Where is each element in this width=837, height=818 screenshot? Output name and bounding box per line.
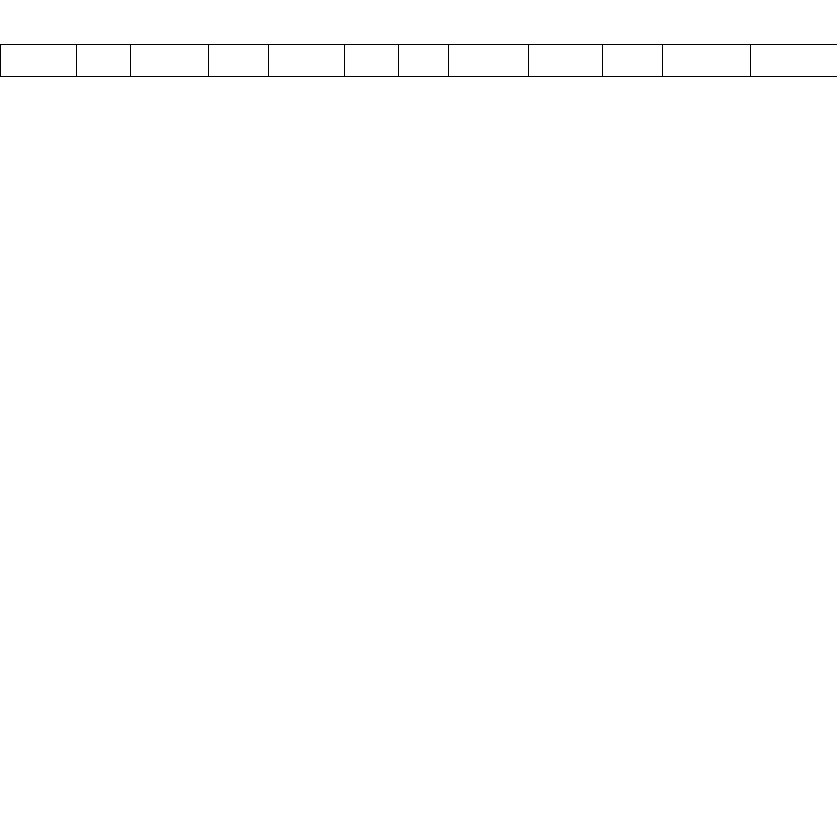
column-header xyxy=(449,45,529,77)
column-header xyxy=(663,45,751,77)
column-header xyxy=(131,45,209,77)
header-row xyxy=(1,45,837,77)
column-header xyxy=(529,45,603,77)
column-header xyxy=(77,45,131,77)
column-header xyxy=(269,45,345,77)
price-table xyxy=(0,44,837,77)
column-header xyxy=(1,45,77,77)
column-header xyxy=(751,45,837,77)
title-bar xyxy=(0,0,837,44)
column-header xyxy=(209,45,269,77)
column-header xyxy=(345,45,399,77)
column-header xyxy=(399,45,449,77)
column-header xyxy=(603,45,663,77)
